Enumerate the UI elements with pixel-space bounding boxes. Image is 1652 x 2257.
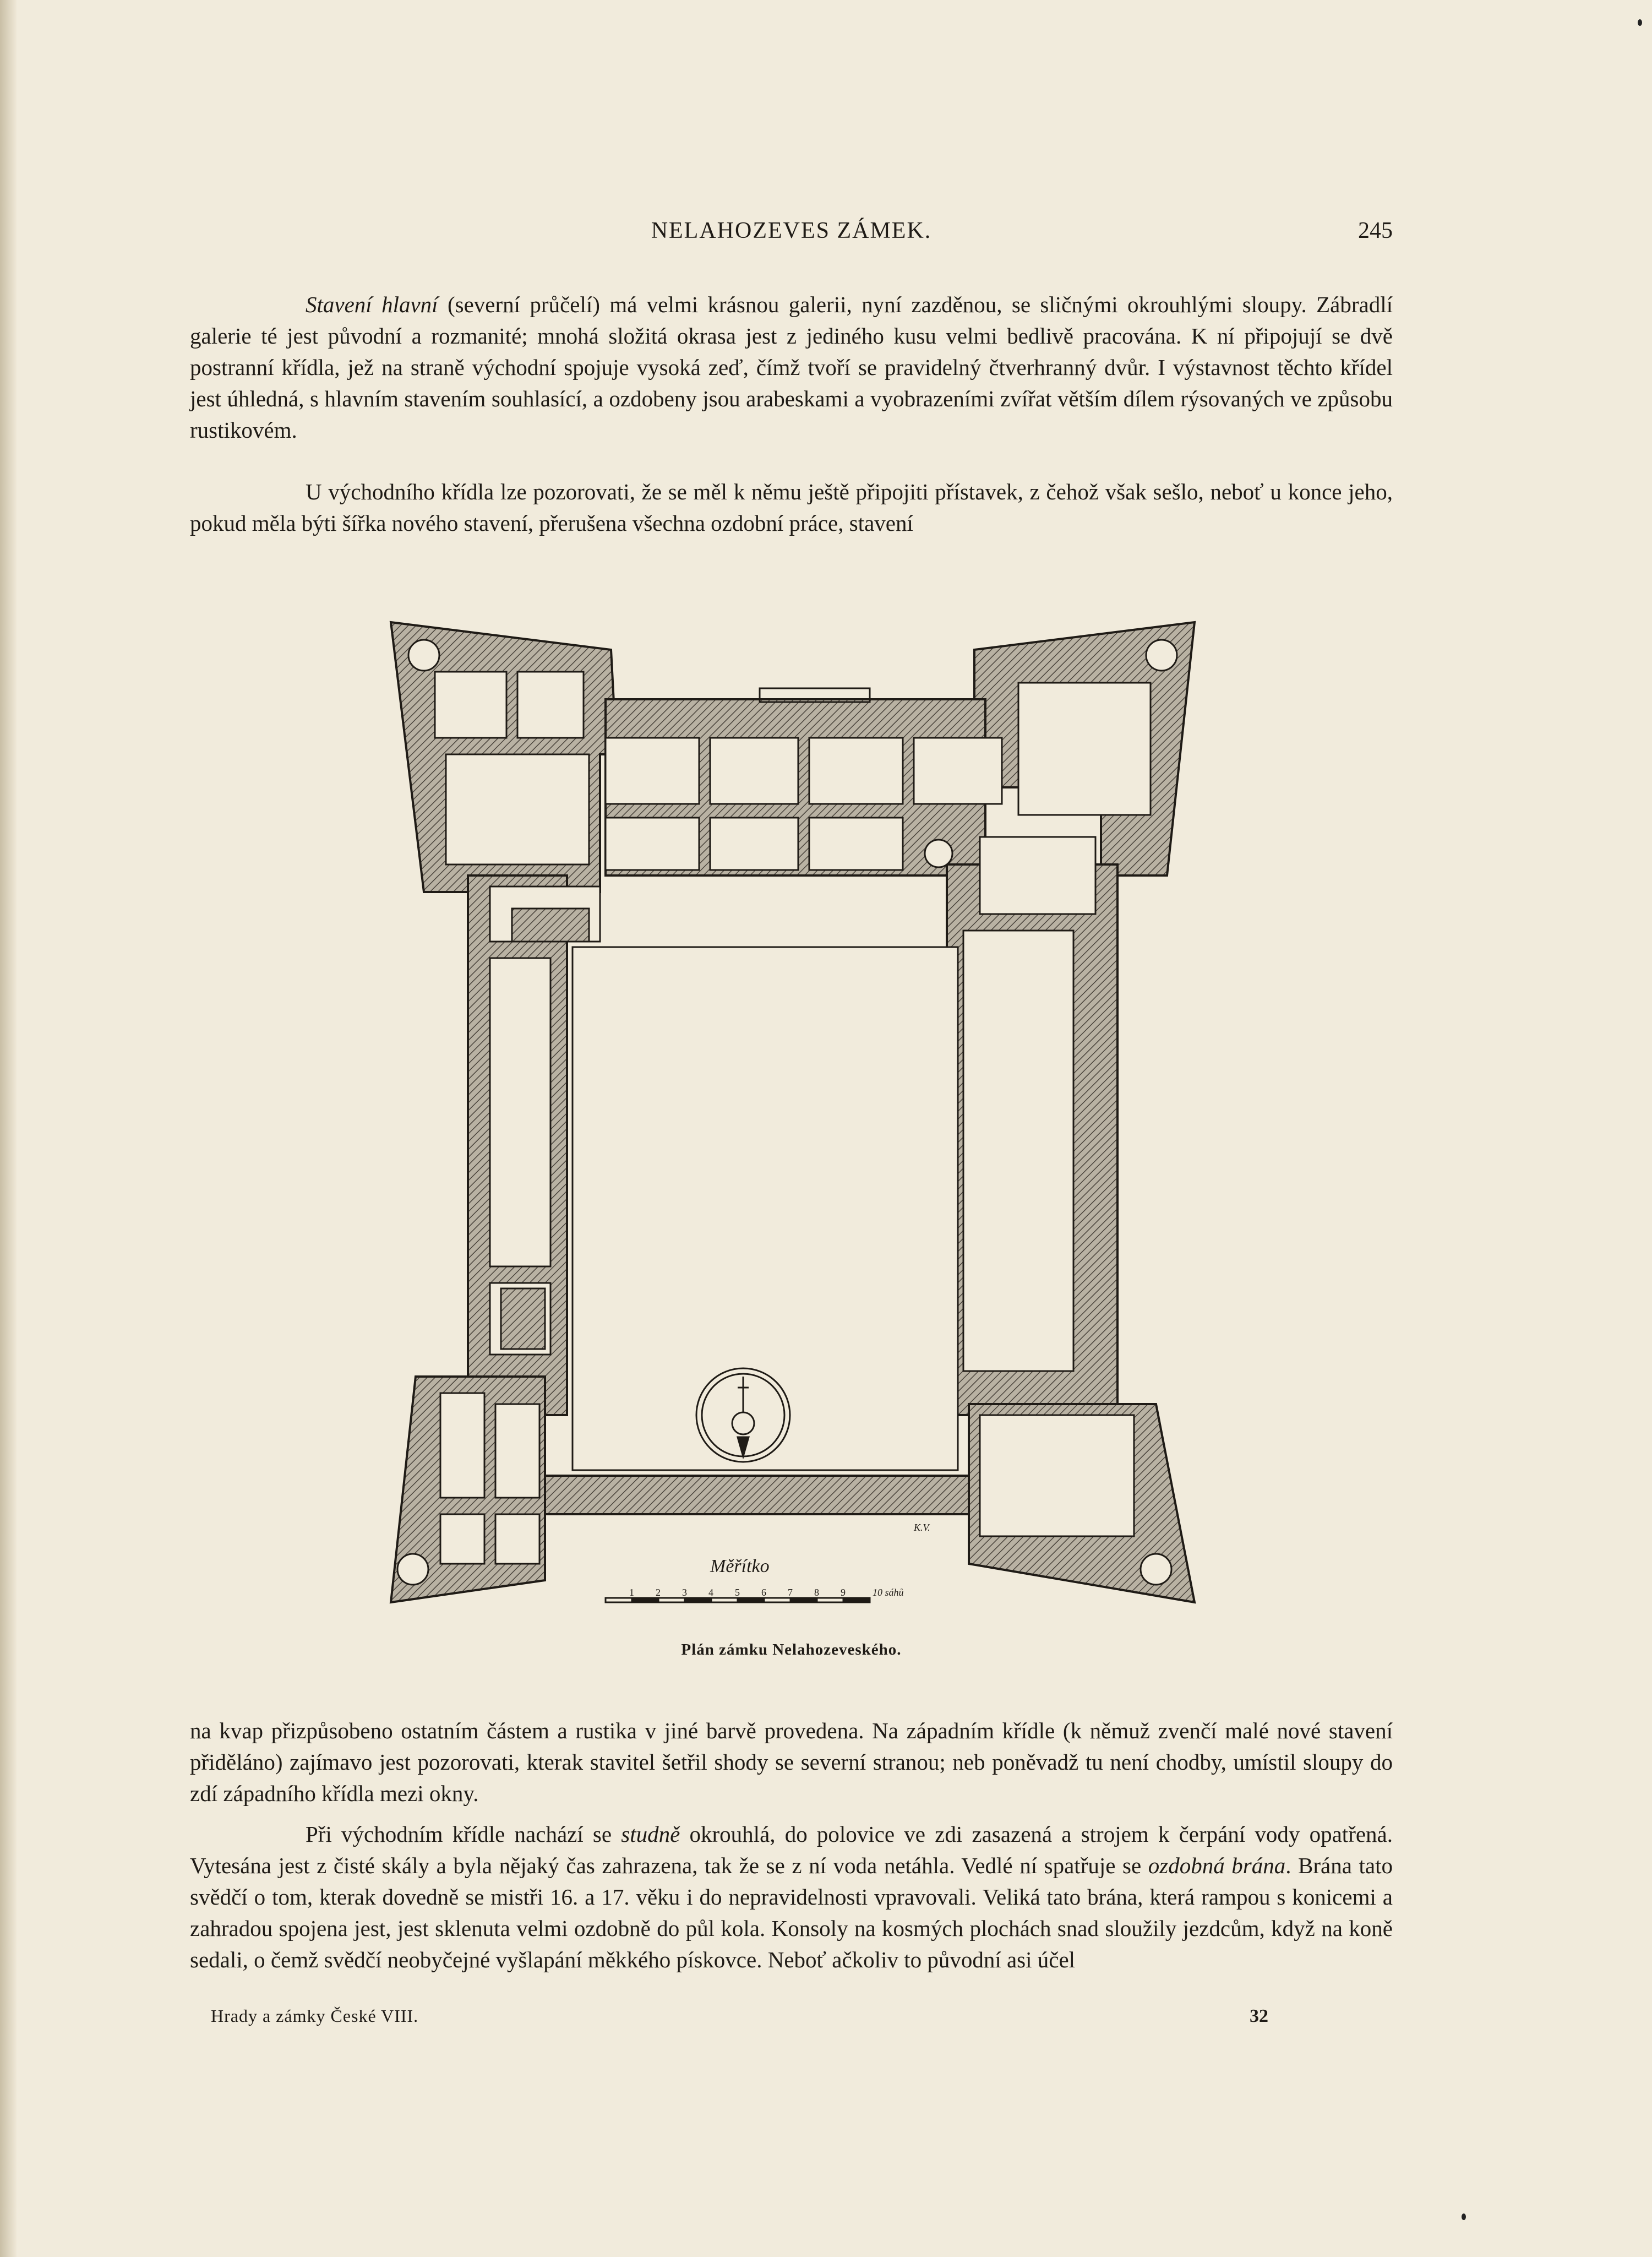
castle-floor-plan: [385, 617, 1200, 1608]
page-number: 245: [1358, 218, 1393, 243]
room: [914, 738, 1002, 804]
scale-tick-label: 2: [656, 1587, 661, 1598]
paragraph-3: [190, 1715, 1393, 1809]
paragraph-4: [190, 1819, 1393, 1976]
paragraph-1-text: (severní průčelí) má velmi krásnou galerii, nyní zazděnou, se sličnými okrouhlými sloupy. Zábradlí galerie té jest původní a rozmanité; mnohá složitá okrasa jest z jediného kusu velmi bedlivě pracována. K ní připojují se dvě postranní křídla, jež na straně východní spojuje vysoká zeď, čímž tvoří se pravidelný čtverhranný dvůr. I výstavnost těchto křídel jest úhledná, s hlavním stavením souhlasící, a ozdobeny jsou arabeskami a vyobrazeními zvířat větším dílem rýsovaných ve způsobu rustikovém.: [190, 292, 1393, 443]
paragraph-2: [190, 476, 1393, 539]
scale-tick-label: 9: [841, 1587, 846, 1598]
scale-tick-label: 5: [735, 1587, 740, 1598]
room: [517, 672, 584, 738]
scale-tick-labels: [629, 1587, 846, 1598]
paper-speck: [1462, 2214, 1466, 2220]
room: [980, 1415, 1134, 1536]
room: [980, 837, 1095, 914]
room: [1018, 683, 1151, 815]
footer-series: Hrady a zámky České VIII.: [211, 2006, 419, 2026]
spiral-stair-icon: [397, 1554, 428, 1585]
scale-tick-label: 4: [708, 1587, 713, 1598]
room: [490, 958, 550, 1266]
scale-label: Měřítko: [710, 1556, 770, 1576]
paragraph-4-tail: . Brána tato svědčí o tom, kterak dovedně se mistři 16. a 17. věku i do nepravidelnosti vpravovali. Veliká tato brána, která rampou s konicemi a zahradou spojena jest, jest sklenuta velmi ozdobně do půl kola. Konsoly na kosmých plochách snad sloužily jezdcům, když na koně sedali, o čemž svědčí neobyčejné vyšlapání měkkého pískovce. Neboť ačkoliv to původní asi účel: [190, 1853, 1393, 1972]
running-header: [190, 217, 1393, 251]
paragraph-1: [190, 289, 1393, 446]
scale-tick-label: 8: [814, 1587, 819, 1598]
room: [710, 818, 798, 870]
scale-tick-label: 7: [788, 1587, 793, 1598]
paragraph-2-text: U východního křídla lze pozorovati, že se měl k němu ještě připojiti přístavek, z čehož však sešlo, neboť u konce jeho, pokud měla býti šířka nového stavení, přerušena všechna ozdobní práce, stavení: [190, 479, 1393, 536]
running-title: NELAHOZEVES ZÁMEK.: [651, 218, 932, 243]
scale-tick-label: 1: [629, 1587, 634, 1598]
room: [435, 672, 506, 738]
paragraph-4-italic-1: studně: [621, 1821, 680, 1847]
scale-tick-label: 3: [682, 1587, 687, 1598]
paragraph-3-text: na kvap přizpůsobeno ostatním částem a rustika v jiné barvě provedena. Na západním křídle (k němuž zvenčí malé nové stavení přiděláno) zajímavo jest pozorovati, kterak stavitel šetřil shody se severní stranou; neb poněvadž tu není chodby, umístil sloupy do zdí západního křídla mezi okny.: [190, 1718, 1393, 1806]
room: [606, 818, 699, 870]
room: [495, 1404, 539, 1498]
spiral-stair-icon: [925, 840, 952, 867]
paragraph-4-lead: Při východním křídle nachází se: [306, 1821, 621, 1847]
room: [495, 1514, 539, 1564]
figure-caption: Plán zámku Nelahozeveského.: [681, 1641, 902, 1658]
room: [963, 931, 1073, 1371]
room: [440, 1393, 484, 1498]
scale-unit: 10 sáhů: [873, 1587, 904, 1598]
scale-bar: [606, 1598, 870, 1602]
room: [809, 738, 903, 804]
scale-tick-label: 6: [761, 1587, 766, 1598]
paragraph-4-mid: okrouhlá, do polovice ve zdi zasazená a strojem k čerpání vody opatřená. Vytesána jest z čisté skály a byla nějaký čas zahrazena, tak že se z ní voda netáhla. Vedlé ní spatřuje se: [190, 1821, 1393, 1878]
footer-signature-mark: 32: [1250, 2006, 1268, 2026]
plan-signature: K.V.: [914, 1522, 930, 1533]
room: [606, 738, 699, 804]
courtyard: [573, 947, 958, 1470]
spiral-stair-icon: [408, 640, 439, 671]
spiral-stair-icon: [1146, 640, 1177, 671]
paper-speck: [1638, 19, 1642, 26]
room: [446, 754, 589, 864]
paragraph-4-italic-2: ozdobná brána: [1148, 1853, 1286, 1878]
room: [440, 1514, 484, 1564]
paragraph-1-italic: Stavení hlavní: [306, 292, 438, 317]
room: [710, 738, 798, 804]
page-edge: [0, 0, 17, 2257]
room: [809, 818, 903, 870]
spiral-stair-icon: [1141, 1554, 1171, 1585]
